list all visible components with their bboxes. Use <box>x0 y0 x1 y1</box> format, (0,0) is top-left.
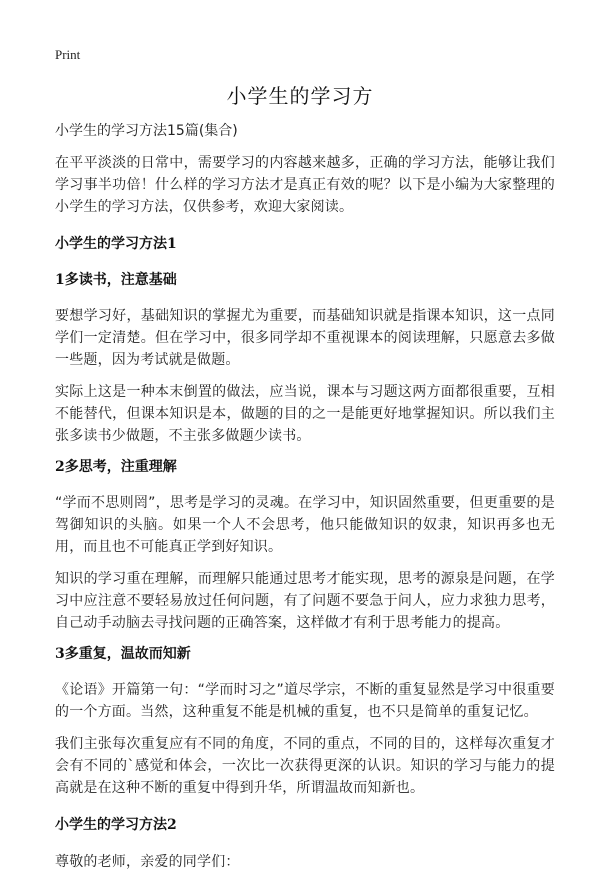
intro-paragraph: 在平平淡淡的日常中，需要学习的内容越来越多，正确的学习方法，能够让我们学习事半功倍！什么样的学习方法才是真正有效的呢？以下是小编为大家整理的小学生的学习方法，仅供参考，欢迎大家阅读。 <box>55 155 555 215</box>
subsection-heading-read-more: 1多读书，注意基础 <box>55 272 177 288</box>
section-heading-1: 小学生的学习方法1 <box>55 236 177 252</box>
document-body <box>55 121 555 883</box>
paragraph: 我们主张每次重复应有不同的角度，不同的重点，不同的目的，这样每次重复才会有不同的`感觉和体会，一次比一次获得更深的认识。知识的学习与能力的提高就是在这种不断的重复中得到升华，所谓温故而知新也。 <box>55 736 555 796</box>
page-title: 小学生的学习方 <box>226 84 374 108</box>
subsection-heading-think-more: 2多思考，注重理解 <box>55 459 177 475</box>
paragraph: 实际上这是一种本末倒置的做法，应当说，课本与习题这两方面都很重要，互相不能替代，但课本知识是本，做题的目的之一是能更好地掌握知识。所以我们主张多读书少做题，不主张多做题少读书。 <box>55 384 555 444</box>
section-heading-2: 小学生的学习方法2 <box>55 817 177 833</box>
paragraph: 尊敬的老师，亲爱的同学们： <box>55 854 240 870</box>
paragraph: 知识的学习重在理解，而理解只能通过思考才能实现，思考的源泉是问题，在学习中应注意不要轻易放过任何问题，有了问题不要急于问人，应力求独力思考，自己动手动脑去寻找问题的正确答案，这样做才有利于思考能力的提高。 <box>55 571 555 631</box>
paragraph: 要想学习好，基础知识的掌握尤为重要，而基础知识就是指课本知识，这一点同学们一定清楚。但在学习中，很多同学却不重视课本的阅读理解，只愿意去多做一些题，因为考试就是做题。 <box>55 308 555 368</box>
document-subtitle: 小学生的学习方法15篇(集合) <box>55 123 238 139</box>
paragraph: 《论语》开篇第一句：“学而时习之”道尽学宗，不断的重复显然是学习中很重要的一个方面。当然，这种重复不能是机械的重复，也不只是简单的重复记忆。 <box>55 682 555 720</box>
print-link[interactable]: Print <box>55 47 81 62</box>
paragraph: “学而不思则罔”，思考是学习的灵魂。在学习中，知识固然重要，但更重要的是驾御知识的头脑。如果一个人不会思考，他只能做知识的奴隶，知识再多也无用，而且也不可能真正学到好知识。 <box>55 495 555 555</box>
subsection-heading-repeat-more: 3多重复，温故而知新 <box>55 646 191 662</box>
